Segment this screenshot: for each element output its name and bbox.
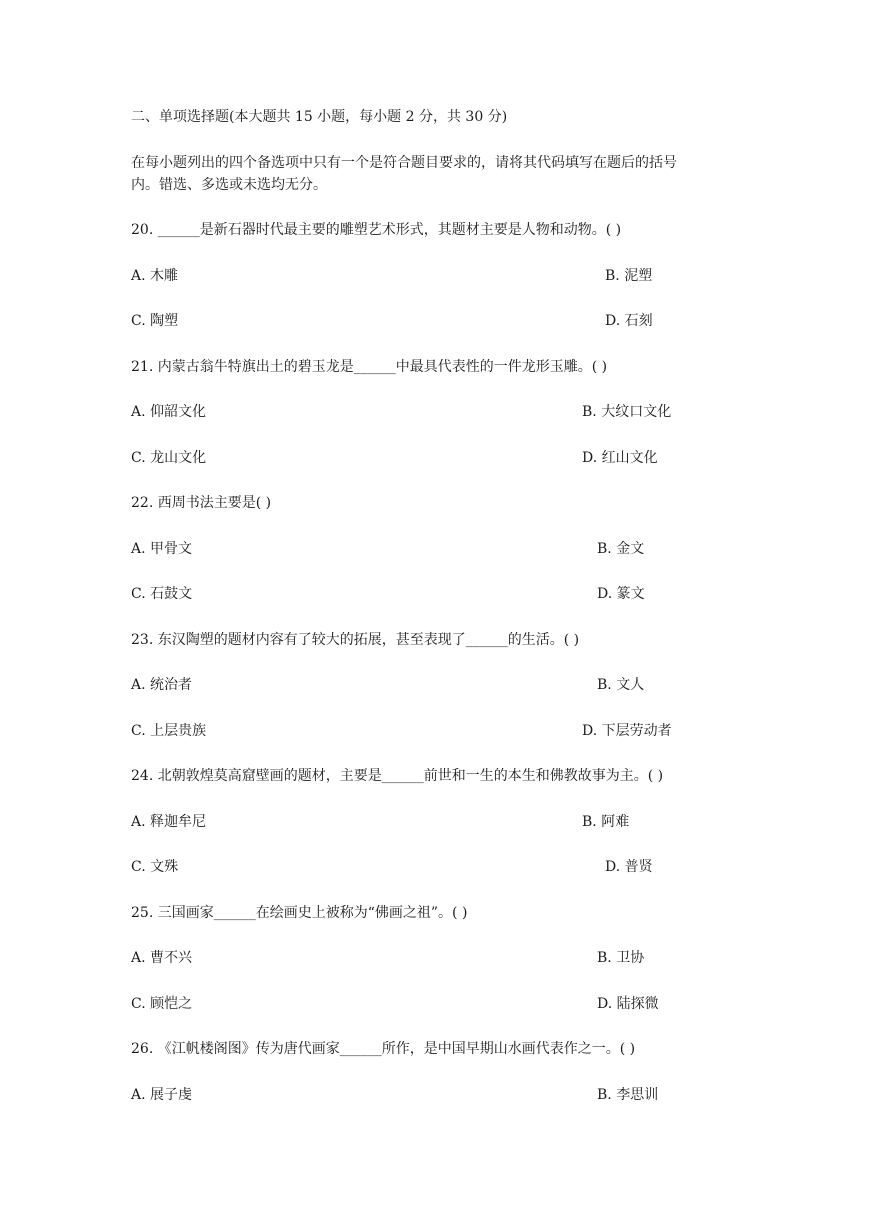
option-b-23: B. 文人 (597, 677, 645, 693)
option-d-20: D. 石刻 (605, 313, 653, 329)
option-a-23: A. 统治者 (131, 677, 193, 693)
option-d-23: D. 下层劳动者 (582, 723, 672, 739)
option-a-24: A. 释迦牟尼 (131, 814, 207, 830)
question-stem-20: 20. ______是新石器时代最主要的雕塑艺术形式，其题材主要是人物和动物。( ) (131, 222, 622, 238)
option-b-21: B. 大纹口文化 (582, 404, 672, 420)
option-b-26: B. 李思训 (597, 1087, 659, 1103)
instructions-line-1: 在每小题列出的四个备选项中只有一个是符合题目要求的，请将其代码填写在题后的括号 (131, 155, 677, 171)
option-c-25: C. 顾恺之 (131, 996, 193, 1012)
question-stem-23: 23. 东汉陶塑的题材内容有了较大的拓展，甚至表现了______的生活。( ) (131, 632, 580, 648)
option-a-21: A. 仰韶文化 (131, 404, 207, 420)
option-a-25: A. 曹不兴 (131, 950, 193, 966)
option-a-20: A. 木雕 (131, 268, 179, 284)
option-b-22: B. 金文 (597, 541, 645, 557)
question-stem-25: 25. 三国画家______在绘画史上被称为“佛画之祖”。( ) (131, 905, 468, 921)
question-stem-21: 21. 内蒙古翁牛特旗出土的碧玉龙是______中最具代表性的一件龙形玉雕。( ) (131, 359, 608, 375)
option-c-22: C. 石鼓文 (131, 586, 193, 602)
option-c-21: C. 龙山文化 (131, 450, 207, 466)
option-d-24: D. 普贤 (605, 859, 653, 875)
option-c-20: C. 陶塑 (131, 313, 179, 329)
option-b-24: B. 阿难 (582, 814, 630, 830)
option-c-23: C. 上层贵族 (131, 723, 207, 739)
question-stem-26: 26. 《江帆楼阁图》传为唐代画家______所作，是中国早期山水画代表作之一。( ) (131, 1041, 636, 1057)
option-c-24: C. 文殊 (131, 859, 179, 875)
question-stem-24: 24. 北朝敦煌莫高窟壁画的题材，主要是______前世和一生的本生和佛教故事为主。( ) (131, 768, 664, 784)
option-d-22: D. 篆文 (597, 586, 645, 602)
question-stem-22: 22. 西周书法主要是( ) (131, 495, 272, 511)
option-b-20: B. 泥塑 (605, 268, 653, 284)
instructions-line-2: 内。错选、多选或未选均无分。 (131, 177, 327, 193)
section-title: 二、单项选择题(本大题共 15 小题，每小题 2 分，共 30 分) (131, 109, 508, 125)
option-a-26: A. 展子虔 (131, 1087, 193, 1103)
option-d-21: D. 红山文化 (582, 450, 658, 466)
option-a-22: A. 甲骨文 (131, 541, 193, 557)
option-b-25: B. 卫协 (597, 950, 645, 966)
option-d-25: D. 陆探微 (597, 996, 659, 1012)
